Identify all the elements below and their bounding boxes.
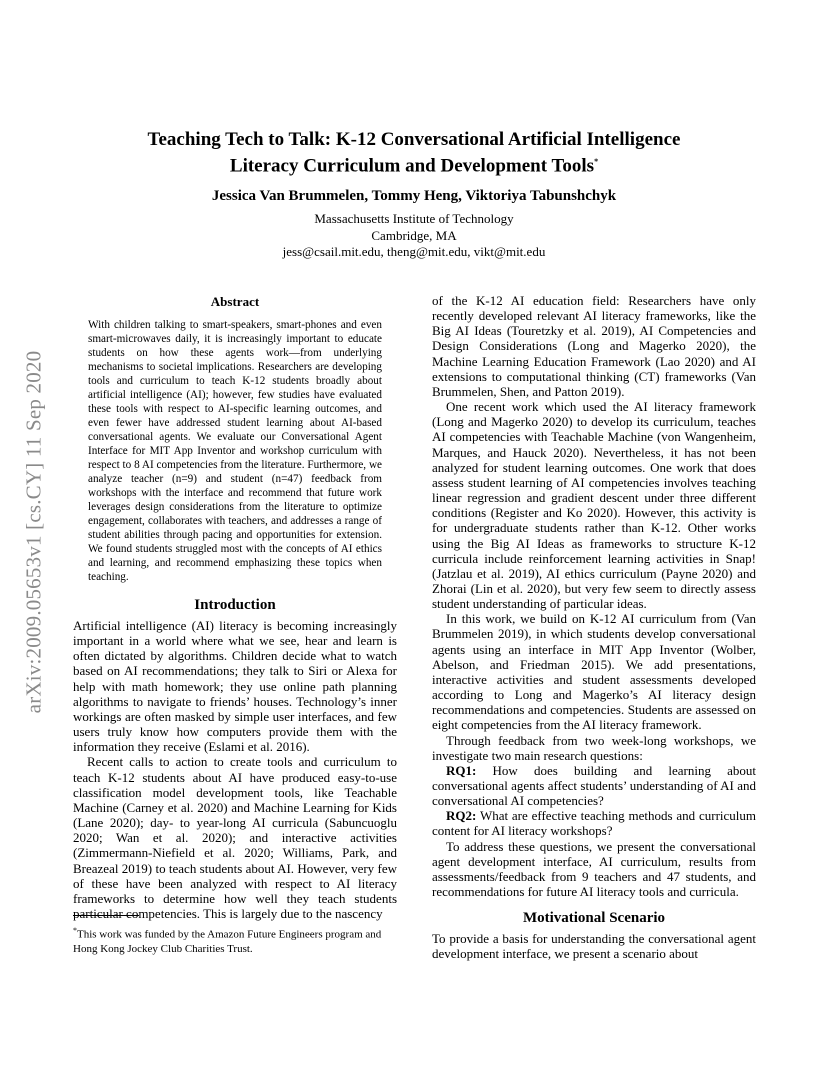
rq2-text: What are effective teaching methods and curriculum content for AI literacy workshops? [432, 808, 757, 839]
arxiv-identifier: arXiv:2009.05653v1 [cs.CY] 11 Sep 2020 [21, 350, 46, 714]
right-column [432, 293, 756, 962]
intro-paragraph-2: Recent calls to action to create tools and curriculum to teach K-12 students about AI have produced easy-to-use classification model development tools, like Teachable Machine (Carney et al. 2020) and Machine Learning for Kids (Lane 2020); day- to year-long AI curricula (Sabuncuoglu 2020; Wan et al. 2020); and interactive activities (Zimmermann-Niefield et al. 2020; Williams, Park, and Breazeal 2019) to teach students about AI. However, very few of these have been analyzed with respect to AI literacy frameworks to determine how well they teach students particular competencies. This is largely due to the nascency [73, 754, 397, 921]
right-paragraph-4: Through feedback from two week-long workshops, we investigate two main research questions: [432, 732, 756, 763]
research-question-1 [432, 763, 756, 808]
rq1-text: How does building and learning about conversational agents affect students’ understanding of AI and conversational AI competencies? [432, 762, 757, 809]
right-paragraph-3: In this work, we build on K-12 AI curriculum from (Van Brummelen 2019), in which students develop conversational agents using an interface in MIT App Inventor (Wolber, Abelson, and Friedman 2015). We add presentations, interactive activities and student assessments developed according to Long and Magerko’s AI literacy design recommendations and competencies. Students are assessed on eight competencies from the AI literacy framework. [432, 611, 756, 733]
motivational-scenario-heading: Motivational Scenario [522, 910, 666, 927]
research-question-2 [432, 808, 756, 838]
title-line-2: Literacy Curriculum and Development Tools* [229, 155, 599, 177]
motivational-scenario-paragraph: To provide a basis for understanding the conversational agent development interface, we present a scenario about [432, 931, 756, 962]
author-list: Jessica Van Brummelen, Tommy Heng, Viktoriya Tabunshchyk [211, 188, 617, 204]
affiliation: Massachusetts Institute of Technology [314, 211, 514, 226]
footnote-mark: * [73, 926, 77, 935]
abstract-heading: Abstract [210, 294, 260, 309]
abstract-text: With children talking to smart-speakers, smart-phones and even smart-microwaves daily, it is increasingly important to educate students on how these agents work—from underlying mechanisms to societal implications. Researchers are developing tools and curriculum to teach K-12 students broadly about artificial intelligence (AI); however, few studies have evaluated these tools with respect to AI-specific learning outcomes, and even fewer have addressed student learning about AI-based conversational agents. We evaluate our Conversational Agent Interface for MIT App Inventor and workshop curriculum with respect to 8 AI competencies from the literature. Furthermore, we analyze teacher (n=9) and student (n=47) feedback from workshops with the interface and recommend that future work leverages design considerations from the literature to optimize engagement, collaborates with teachers, and addresses a range of student abilities through pacing and opportunities for extension. We found students struggled most with the concepts of AI ethics and learning, and recommend emphasizing these topics when teaching. [88, 319, 382, 583]
title-footnote-mark[interactable]: * [594, 157, 599, 166]
location: Cambridge, MA [371, 227, 457, 243]
intro-paragraph-1: Artificial intelligence (AI) literacy is becoming increasingly important in a world where what we see, hear and learn is often dictated by algorithms. Children decide what to watch based on AI recommendations; they talk to Siri or Alexa for help with math homework; they use online path planning algorithms to navigate to friends’ houses. Technology’s inner workings are often masked by simple user interfaces, and few users truly know how computers provide them with the information they receive (Eslami et al. 2016). [73, 618, 397, 755]
right-paragraph-1: of the K-12 AI education field: Researchers have only recently developed relevant AI literacy frameworks, like the Big AI Ideas (Touretzky et al. 2019), AI Competencies and Design Considerations (Long and Magerko 2020), the Machine Learning Education Framework (Lao 2020) and AI extensions to computational thinking (CT) frameworks (Van Brummelen, Shen, and Patton 2019). [432, 293, 756, 399]
arxiv-sidebar [22, 292, 46, 772]
author-emails: jess@csail.mit.edu, theng@mit.edu, vikt@mit.edu [282, 244, 546, 259]
affiliation-block [0, 211, 828, 261]
paper-title [0, 129, 828, 177]
title-line-1: Teaching Tech to Talk: K-12 Conversational Artificial Intelligence [147, 129, 681, 150]
introduction-heading: Introduction [194, 597, 276, 613]
introduction-section [73, 597, 397, 921]
right-paragraph-2: One recent work which used the AI literacy framework (Long and Magerko 2020) to develop its curriculum, teaches AI competencies with Teachable Machine (von Wangenheim, Marques, and Hauck 2020). Nevertheless, it has not been analyzed for student learning outcomes. One work that does assess student learning of AI competencies involves teaching linear regression and gradient descent under three different conditions (Register and Ko 2020). However, this activity is for undergraduate students rather than K-12. Other works using the Big AI Ideas as frameworks to structure K-12 curricula include reinforcement learning activities in Snap! (Jatzlau et al. 2019), AI ethics curriculum (Payne 2020) and Zhorai (Lin et al. 2020), but very few seem to directly assess student understanding of particular ideas. [432, 399, 756, 612]
right-paragraph-5: To address these questions, we present the conversational agent development interface, AI curriculum, results from assessments/feedback from 9 teachers and 47 students, and recommendations for future AI literacy tools and curricula. [432, 838, 756, 900]
footnote-rule [73, 915, 139, 916]
rq1-label: RQ1: [446, 762, 477, 778]
footnote-text: This work was funded by the Amazon Future Engineers program and Hong Kong Jockey Club Charities Trust. [73, 928, 382, 955]
footnote [73, 924, 397, 956]
rq2-label: RQ2: [446, 808, 477, 824]
